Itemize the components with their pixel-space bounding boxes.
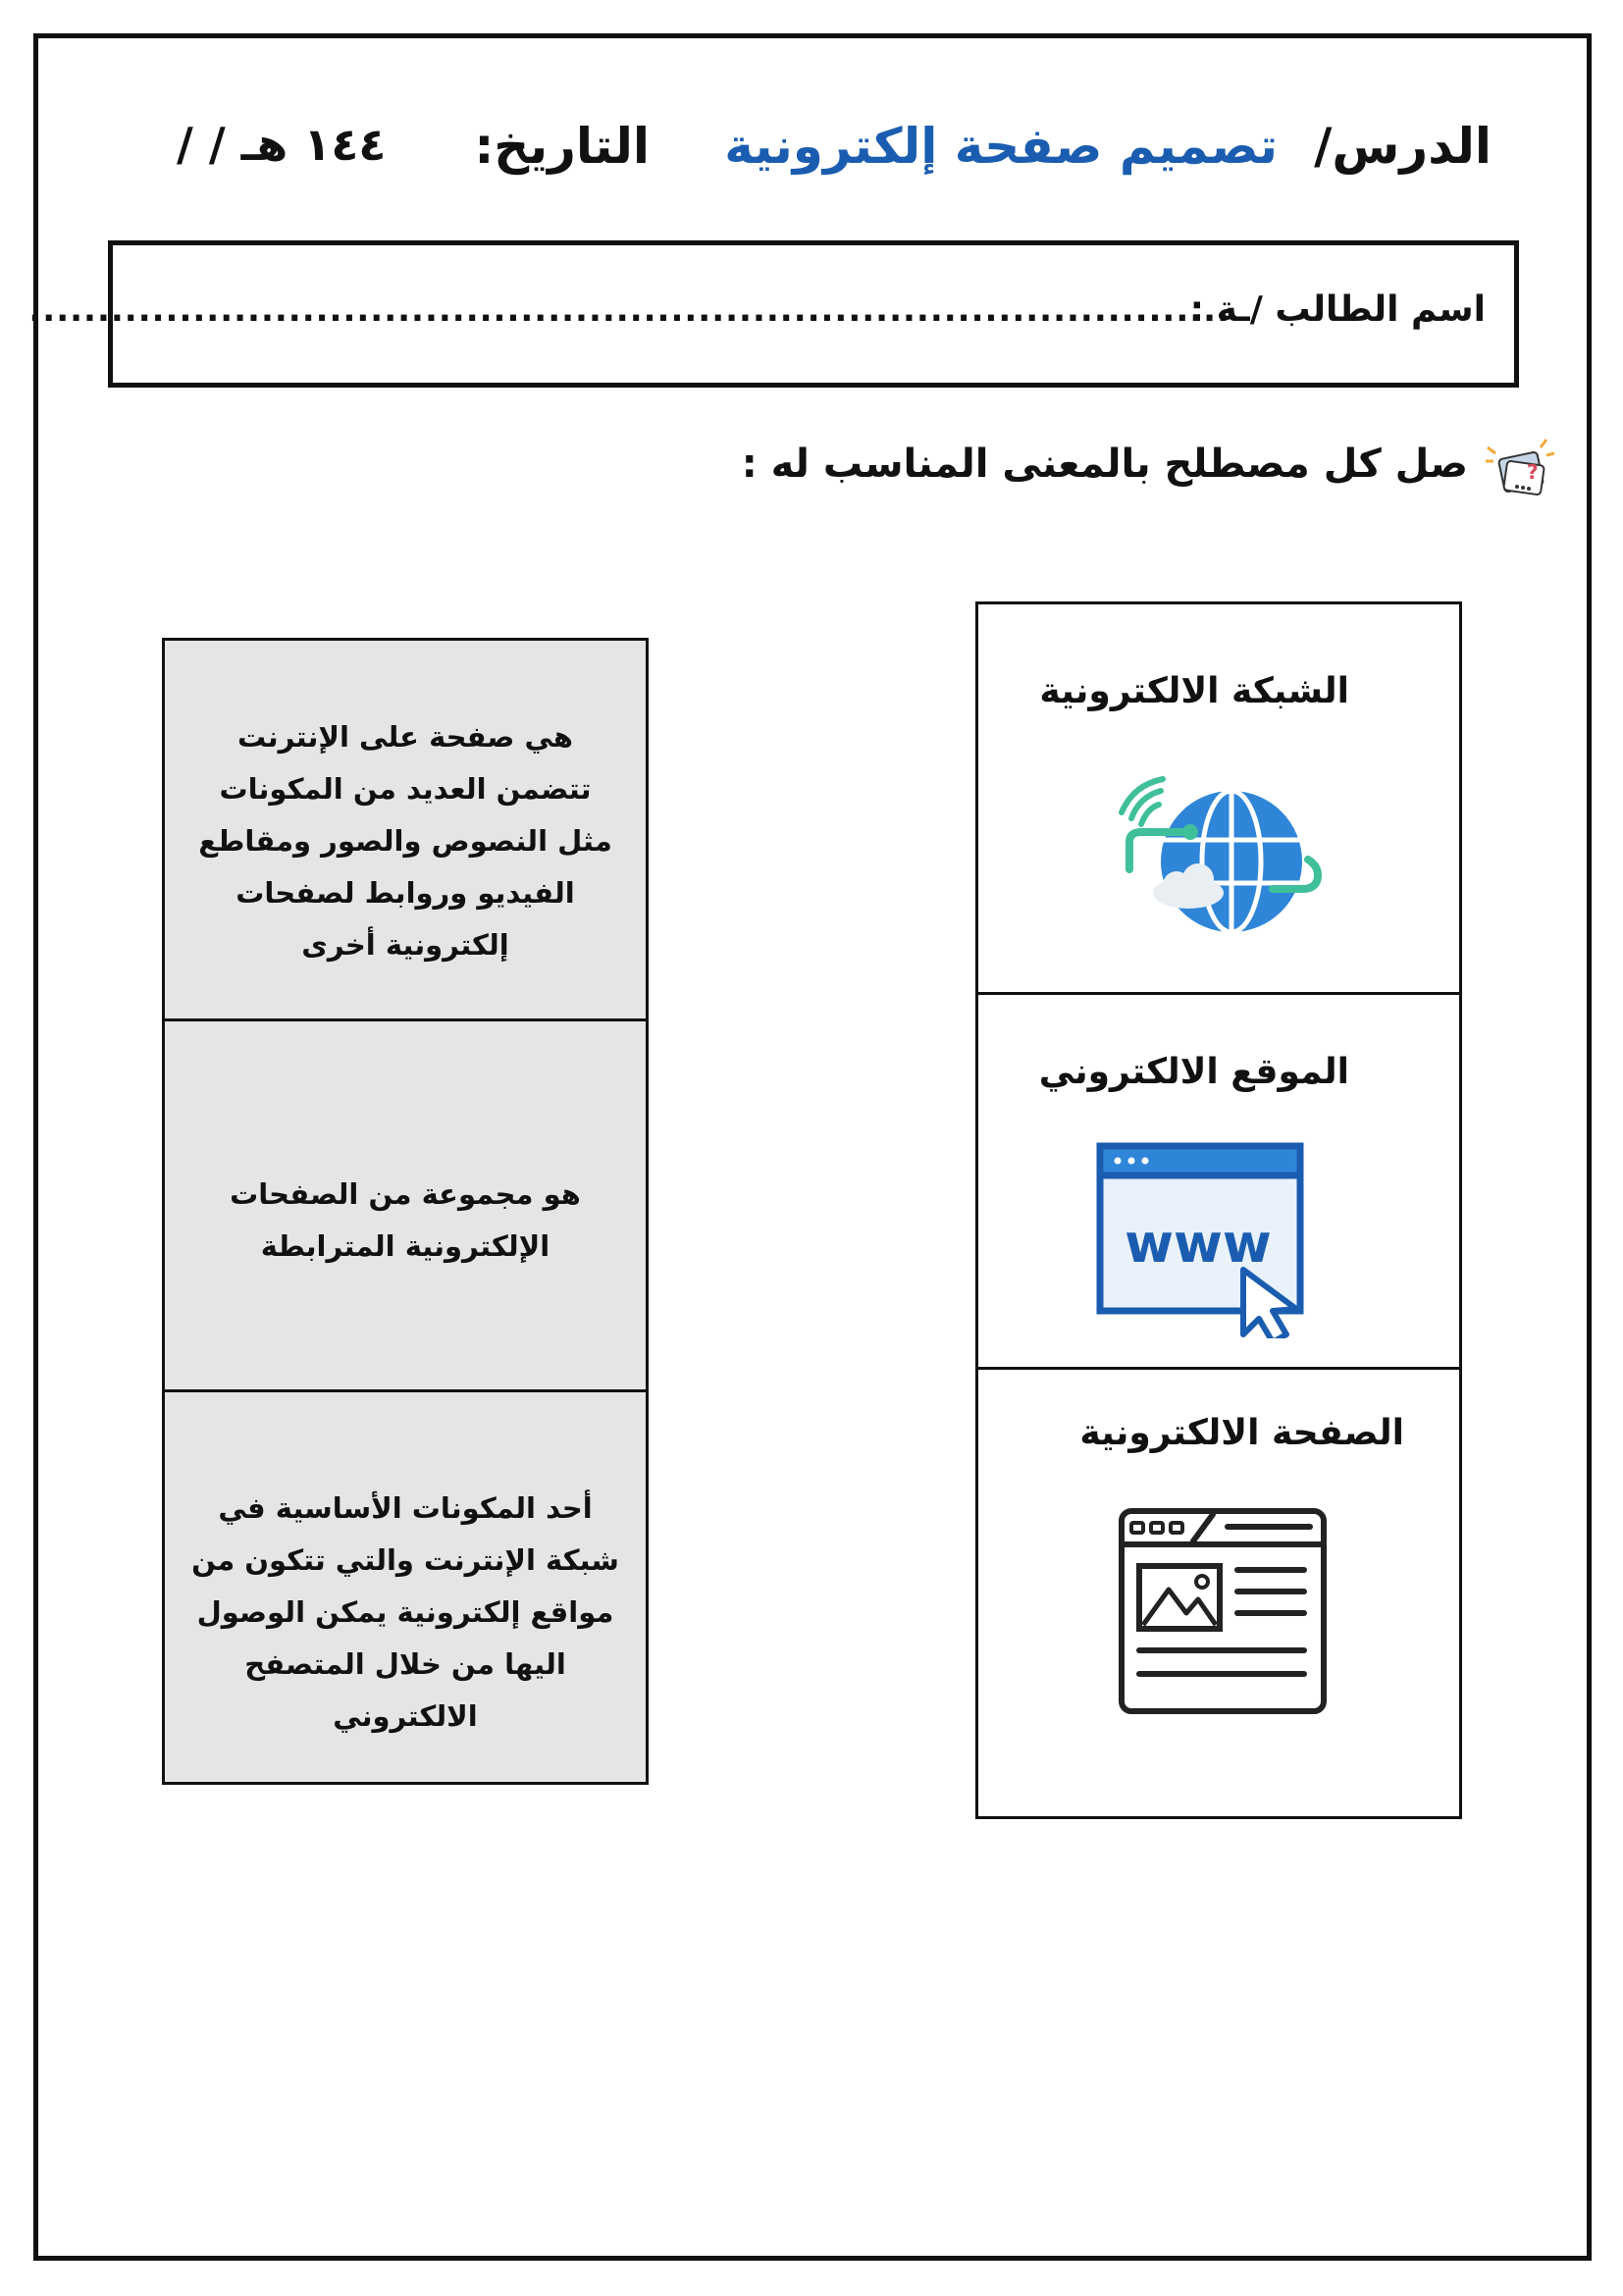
term-cell-webpage[interactable] [978,1370,1459,1816]
terms-column [975,601,1462,1819]
definition-cell-webpage[interactable] [165,641,646,1021]
definition-cell-network[interactable] [165,1392,646,1785]
svg-text:www: www [1125,1213,1272,1275]
web-page-icon [1118,1507,1328,1717]
definition-cell-website[interactable] [165,1021,646,1392]
lesson-title: تصميم صفحة إلكترونية [724,118,1278,175]
definition-text-2: هو مجموعة من الصفحات الإلكترونية المترابطة [230,1177,581,1263]
date-label: التاريخ: [474,118,650,175]
instruction-text: صل كل مصطلح بالمعنى المناسب له : [741,442,1468,487]
definition-text-3: أحد المكونات الأساسية في شبكة الإنترنت والتي تتكون من مواقع إلكترونية يمكن الوصول اليها من خلال المتصفح الالكتروني [191,1491,619,1733]
term-cell-website[interactable] [978,995,1459,1370]
student-name-field[interactable]: ........................................................................................ [28,290,1230,330]
term-label-network: الشبكة الالكترونية [1039,671,1349,711]
svg-text:?: ? [1527,460,1539,484]
lesson-label: الدرس/ [1314,118,1492,175]
definitions-column [162,638,649,1785]
question-card-icon [1482,434,1560,500]
globe-network-icon [1116,771,1332,938]
www-browser-icon [1096,1142,1332,1338]
term-label-website: الموقع الالكتروني [1038,1052,1349,1092]
date-value: / / ١٤٤ هـ [177,118,387,171]
term-label-webpage: الصفحة الالكترونية [1079,1413,1404,1453]
student-name-label: اسم الطالب /ـة : [1189,289,1486,330]
definition-text-1: هي صفحة على الإنترنت تتضمن العديد من المكونات مثل النصوص والصور ومقاطع الفيديو وروابط لصفحات إلكترونية أخرى [198,720,612,962]
term-cell-network[interactable] [978,604,1459,995]
